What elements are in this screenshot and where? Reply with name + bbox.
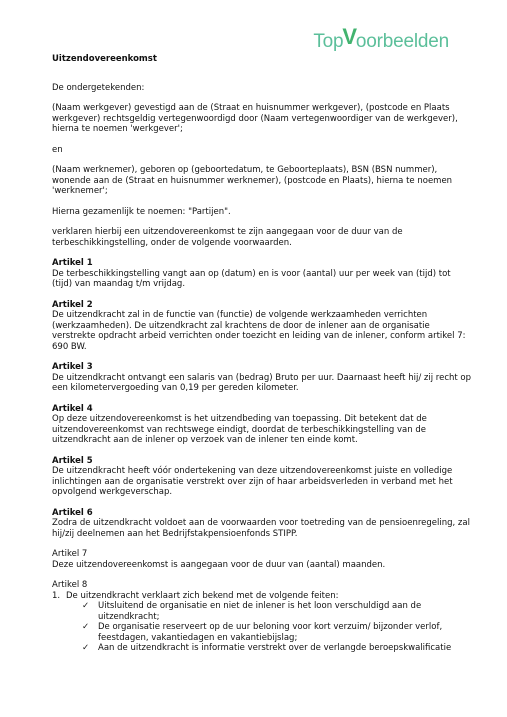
article-text: De uitzendkracht ontvangt een salaris van (bedrag) Bruto per uur. Daarnaast heeft hij/ zij recht op een kilometervergoeding van 0,19 per gereden kilometer. bbox=[52, 372, 472, 393]
logo-text-oorbeelden: oorbeelden bbox=[355, 31, 449, 52]
item-text: De uitzendkracht verklaart zich bekend met de volgende feiten: bbox=[66, 590, 339, 601]
list-item-text: Aan de uitzendkracht is informatie verstrekt over de verlangde beroepskwalificatie bbox=[98, 643, 452, 653]
checkmark-icon: ✓ bbox=[82, 643, 90, 653]
article-text: Deze uitzendovereenkomst is aangegaan voor de duur van (aantal) maanden. bbox=[52, 559, 386, 570]
numbered-item bbox=[52, 591, 472, 602]
check-list bbox=[82, 601, 472, 654]
intro-paragraph: De ondergetekenden: bbox=[52, 82, 145, 93]
list-item bbox=[82, 622, 472, 643]
article-2 bbox=[52, 300, 472, 353]
checkmark-icon: ✓ bbox=[82, 601, 90, 611]
article-heading: Artikel 1 bbox=[52, 258, 93, 268]
list-item-text: De organisatie reserveert op de uur beloning voor kort verzuim/ bijzonder verlof, feestdagen, vakantiedagen en vakantiebijslag; bbox=[98, 622, 443, 643]
article-text: Op deze uitzendovereenkomst is het uitzendbeding van toepassing. Dit betekent dat de uitzendovereenkomst van rechtswege eindigt, doordat de terbeschikkingstelling van de uitzendkracht aan de inlener op verzoek van de inlener ten einde komt. bbox=[52, 414, 427, 445]
article-8 bbox=[52, 580, 472, 654]
article-text: Zodra de uitzendkracht voldoet aan de voorwaarden voor toetreding van de pensioenregeling, zal hij/zij deelnemen aan het Bedrijfstakpensioenfonds STIPP. bbox=[52, 518, 470, 539]
document-body bbox=[52, 54, 472, 664]
article-heading: Artikel 5 bbox=[52, 455, 93, 466]
article-text: De uitzendkracht heeft vóór ondertekening van deze uitzendovereenkomst juiste en volledige inlichtingen aan de organisatie verstrekt over zijn of haar arbeidsverleden in verband met het opvolgend werkgeverschap. bbox=[52, 466, 453, 497]
declaration-paragraph: verklaren hierbij een uitzendovereenkomst te zijn aangegaan voor de duur van de terbeschikkingstelling, onder de volgende voorwaarden. bbox=[52, 227, 403, 248]
article-1 bbox=[52, 258, 472, 290]
parties-paragraph: Hierna gezamenlijk te noemen: "Partijen". bbox=[52, 206, 231, 217]
article-3 bbox=[52, 362, 472, 394]
employee-paragraph: (Naam werknemer), geboren op (geboortedatum, te Geboorteplaats), BSN (BSN nummer), wonende aan de (Straat en huisnummer werknemer), (postcode en Plaats), hierna te noemen 'werknemer'; bbox=[52, 165, 453, 196]
logo-text-top: Top bbox=[313, 31, 344, 52]
article-heading: Artikel 3 bbox=[52, 362, 93, 372]
article-heading: Artikel 2 bbox=[52, 299, 93, 310]
article-heading: Artikel 6 bbox=[52, 507, 93, 518]
article-heading: Artikel 8 bbox=[52, 580, 88, 590]
article-heading: Artikel 7 bbox=[52, 549, 88, 559]
list-item bbox=[82, 601, 472, 622]
list-item bbox=[82, 643, 472, 654]
article-4 bbox=[52, 404, 472, 446]
item-number: 1. bbox=[52, 590, 61, 601]
article-6 bbox=[52, 508, 472, 540]
employer-paragraph: (Naam werkgever) gevestigd aan de (Straat en huisnummer werkgever), (postcode en Plaats werkgever) rechtsgeldig vertegenwoordigd door (Naam vertegenwoordiger van de werkgever), hierna te noemen 'werkgever'; bbox=[52, 103, 458, 134]
article-text: De uitzendkracht zal in de functie van (functie) de volgende werkzaamheden verrichten (werkzaamheden). De uitzendkracht zal krachtens de door de inlener aan de organisatie verstrekte opdracht arbeid verrichten onder toezicht en leiding van de inlener, conform artikel 7: 690 BW. bbox=[52, 310, 466, 352]
list-item-text: Uitsluitend de organisatie en niet de inlener is het loon verschuldigd aan de uitzendkracht; bbox=[98, 601, 422, 622]
logo-checkmark-v: V bbox=[342, 24, 357, 49]
and-paragraph: en bbox=[52, 144, 63, 155]
article-7 bbox=[52, 549, 472, 570]
checkmark-icon: ✓ bbox=[82, 622, 90, 632]
article-5 bbox=[52, 456, 472, 498]
topvoorbeelden-logo bbox=[313, 24, 449, 53]
article-heading: Artikel 4 bbox=[52, 403, 93, 414]
document-title: Uitzendovereenkomst bbox=[52, 54, 157, 64]
article-text: De terbeschikkingstelling vangt aan op (datum) en is voor (aantal) uur per week van (tijd) tot (tijd) van maandag t/m vrijdag. bbox=[52, 268, 451, 289]
